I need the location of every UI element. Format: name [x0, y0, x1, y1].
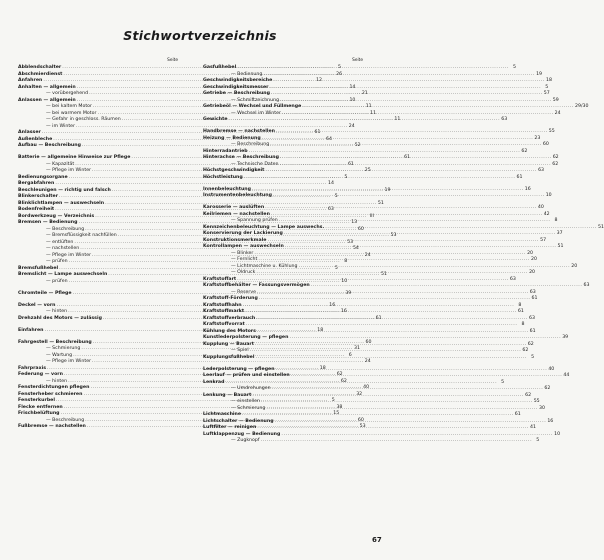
entry-label: — Wechsel im Winter — [231, 110, 281, 116]
entry-page: 54 — [352, 246, 359, 251]
entry-page: 30 — [539, 405, 546, 411]
entry-page: 10 — [341, 278, 348, 284]
entry-label: Fahrgestell — Beschreibung — [18, 339, 92, 345]
entry-label: — Pflege im Winter — [46, 168, 92, 173]
entry-page: 15 — [333, 411, 340, 416]
entry-page: 62 — [544, 386, 551, 391]
entry-page: 16 — [340, 309, 347, 314]
entry-label: Gasfußhebel — [203, 65, 237, 70]
entry-label: Luftklappenzug — Bedienung — [203, 431, 281, 437]
entry-label: Flecke entfernen — [18, 404, 63, 410]
entry-label: Kupplung — Bauart — [203, 341, 254, 347]
entry-page: 8 — [518, 302, 522, 308]
entry-label: Innenbeleuchtung — [203, 186, 251, 192]
entry-page: 62 — [525, 392, 532, 398]
entry-label: — hinten — [46, 378, 68, 384]
entry-label: — vorübergehend — [46, 91, 89, 96]
column-header: Seite — [352, 58, 363, 63]
entry-label: Kraftstoffmarkt — [203, 309, 245, 314]
entry-label: Federung — vorn — [18, 372, 63, 377]
entry-label: Lichtmaschine — [203, 412, 242, 417]
entry-label: — Kapazität — [46, 161, 75, 167]
entry-label: Chromteile — Pflege — [18, 290, 72, 296]
entry-label: — Reserve — [231, 289, 257, 295]
entry-label: Konservierung der Lackierung — [203, 231, 283, 236]
entry-label: Höchstgeschwindigkeit — [203, 168, 265, 173]
entry-label: Abblendschalter — [18, 65, 62, 70]
entry-label: — Bedienung — [231, 71, 263, 77]
entry-page: 60 — [357, 226, 364, 232]
entry-label: — bei kaltem Motor — [46, 104, 92, 109]
entry-label: Kunstlederpolsterung — pflegen — [203, 335, 289, 340]
entry-label: — nachstellen — [46, 246, 80, 251]
entry-label: Einfahren — [18, 327, 44, 333]
entry-page: 13 — [351, 220, 358, 225]
entry-page: 61 — [404, 155, 411, 160]
entry-page: 12 — [316, 78, 323, 83]
entry-label: Anhalten — allgemein — [18, 84, 76, 90]
entry-label: Handbremse — nachstellen — [203, 129, 275, 134]
entry-page: 24 — [364, 359, 371, 364]
entry-label: — einstellen — [231, 399, 260, 404]
entry-label: — Technische Daten — [231, 161, 279, 167]
entry-page: 39 — [562, 335, 569, 340]
entry-label: Bodenfreiheit — [18, 207, 55, 212]
entry-label: Kraftstoffhahn — [203, 302, 242, 308]
entry-page: 57 — [543, 91, 550, 96]
entry-label: Getriebeöl — Wechsel und Füllmenge — [203, 104, 302, 109]
entry-label: Lenkrad — [203, 379, 225, 385]
entry-page: 14 — [349, 84, 356, 90]
entry-page: 40 — [548, 366, 555, 372]
entry-page: 40 — [363, 385, 370, 390]
entry-page: 24 — [364, 252, 371, 258]
entry-label: Leerlauf — prüfen und einstellen — [203, 373, 290, 378]
leader-dots — [229, 117, 501, 124]
entry-page: 21 — [361, 91, 368, 96]
entry-page: 5 — [545, 84, 549, 90]
entry-label: — Pflege im Winter — [46, 359, 92, 364]
entry-label: Kraftstoffverbrauch — [203, 315, 256, 321]
entry-label: Anfahren — [18, 78, 43, 83]
entry-page: 5 — [334, 265, 338, 271]
entry-label: Kraftstoffbehälter — Fassungsvermögen — [203, 283, 310, 288]
entry-page: 40 — [537, 205, 544, 210]
entry-page: 61 — [531, 296, 538, 301]
entry-page: 37 — [556, 231, 563, 236]
entry-label: Höchstleistung — [203, 174, 243, 180]
entry-label: — entlüften — [46, 239, 74, 245]
entry-page: 61 — [347, 161, 354, 167]
entry-page: 60 — [542, 142, 549, 147]
entry-page: 8 — [554, 218, 558, 223]
entry-label: Heizung — Bedienung — [203, 135, 261, 141]
entry-page: 31 — [354, 346, 361, 351]
entry-page: 16 — [524, 186, 531, 192]
entry-page: 60 — [365, 339, 372, 345]
entry-page: 5 — [501, 379, 505, 385]
entry-label: — prüfen — [46, 278, 68, 284]
entry-label: — Schmierung — [46, 346, 81, 351]
entry-page: 26 — [336, 71, 343, 77]
entry-label: — Zugknopf — [231, 438, 260, 443]
entry-label: — hinten — [46, 309, 68, 314]
entry-label: Keilriemen — nachstellen — [203, 211, 270, 217]
entry-page: 18 — [317, 327, 324, 333]
entry-page: 61 — [314, 130, 321, 135]
entry-page: 39 — [345, 290, 352, 296]
entry-label: Aufbau — Beschreibung — [18, 143, 81, 148]
entry-page: 10 — [545, 193, 552, 198]
entry-page: 38 — [336, 404, 343, 410]
entry-page: 5 — [334, 194, 338, 199]
entry-label: Bremsen — Bedienung — [18, 220, 78, 225]
entry-page: 5 — [337, 65, 341, 70]
entry-label: Lenkung — Bauart — [203, 392, 252, 398]
entry-label: — Spiel — [231, 348, 249, 353]
entry-page: 11 — [394, 117, 401, 122]
entry-page: 10 — [554, 431, 561, 437]
entry-page: 5 — [331, 398, 335, 403]
entry-label: Kupplungsfußhebel — [203, 354, 255, 360]
entry-page: 51 — [377, 200, 384, 206]
page-title: Stichwortverzeichnis — [123, 28, 277, 43]
entry-label: Drehzahl des Motors — zulässig — [18, 315, 102, 321]
column-header: Seite — [167, 58, 178, 63]
index-entry — [18, 143, 361, 150]
entry-label: — Pflege im Winter — [46, 252, 92, 258]
leader-dots — [255, 352, 527, 362]
entry-page: 11 — [365, 104, 372, 109]
entry-page: 18 — [319, 365, 326, 371]
entry-label: Kraftstoff-Förderung — [203, 296, 258, 301]
entry-label: — Beschreibung — [46, 417, 85, 423]
entry-page: 63 — [583, 283, 590, 288]
entry-page: 61 — [529, 328, 536, 334]
entry-page: 6 — [348, 352, 352, 358]
leader-dots — [273, 193, 545, 200]
entry-label: Instrumentenbeleuchtung — [203, 193, 272, 198]
entry-page: 19 — [384, 187, 391, 193]
entry-label: Konstruktionsmerkmale — [203, 237, 267, 243]
entry-label: Kennzeichenbeleuchtung — Lampe auswechs. — [203, 224, 325, 230]
leader-dots — [261, 438, 533, 445]
entry-page: 55 — [533, 399, 540, 404]
entry-page: 42 — [543, 211, 550, 217]
entry-page: 57 — [540, 237, 547, 243]
entry-label: Fußbremse — nachstellen — [18, 424, 86, 429]
entry-page: 19 — [536, 71, 543, 77]
entry-page: 63 — [538, 168, 545, 173]
entry-page: 5 — [536, 438, 540, 443]
entry-page: 14 — [328, 181, 335, 186]
entry-label: Luftfilter — reinigen — [203, 425, 257, 430]
entry-label: Hinterachse — Beschreibung — [203, 155, 279, 160]
entry-page: 24 — [554, 110, 561, 116]
entry-page: 10 — [349, 97, 356, 103]
entry-page: 25 — [364, 168, 371, 173]
page-number: 67 — [372, 536, 382, 544]
entry-label: Bremslicht — Lampe auswechseln — [18, 272, 108, 277]
entry-label: Fensterdichtungen pflegen — [18, 385, 90, 390]
entry-page: 52 — [354, 143, 361, 148]
entry-label: — Wartung — [46, 352, 73, 358]
entry-page: 11 — [370, 110, 377, 116]
entry-label: Bedienungsorgane — [18, 174, 68, 180]
entry-label: — Oldruck — [231, 270, 256, 275]
entry-label: Kraftstoffart — [203, 276, 237, 282]
entry-page: 60 — [357, 417, 364, 423]
entry-page: 51 — [557, 244, 564, 249]
entry-page: 51 — [381, 272, 387, 277]
entry-label: Hinterradantrieb — [203, 148, 248, 154]
entry-label: — Lichtmaschine u. Kühlung — [231, 263, 298, 269]
entry-label: Deckel — vorn — [18, 302, 56, 308]
entry-label: — im Winter — [46, 123, 75, 129]
entry-page: 16 — [329, 302, 336, 308]
index-entry — [203, 174, 523, 182]
entry-page: 41 — [530, 425, 536, 430]
entry-page: 62 — [552, 155, 559, 160]
entry-page: 61 — [375, 315, 382, 321]
entry-page: 61 — [514, 412, 521, 417]
entry-label: — Bremsflüssigkeit nachfüllen — [46, 233, 117, 238]
entry-page: 62 — [527, 341, 534, 347]
entry-page: 24 — [348, 123, 355, 129]
entry-page: 51 — [597, 224, 604, 230]
entry-page: 62 — [336, 372, 343, 377]
entry-label: — Beschreibung — [46, 226, 85, 232]
entry-page: 63 — [327, 207, 334, 212]
entry-label: — Schmierung — [231, 405, 266, 411]
entry-page: 5 — [531, 354, 535, 360]
entry-page: 61 — [516, 174, 523, 180]
entry-label: Getriebe — Beschreibung — [203, 91, 270, 96]
entry-page: 8 — [344, 259, 348, 264]
entry-page: 23 — [534, 135, 541, 141]
entry-label: Geschwindigkeitsbereiche — [203, 78, 273, 83]
entry-page: 5 — [512, 65, 516, 70]
entry-page: 63 — [509, 276, 516, 282]
entry-label: Kühlung des Motors — [203, 328, 256, 334]
entry-page: 5 — [344, 174, 348, 180]
entry-label: Fahrpraxis — [18, 365, 46, 371]
entry-page: 16 — [547, 418, 554, 424]
entry-page: 44 — [563, 373, 570, 378]
entry-label: Geschwindigkeitsmesser — [203, 84, 269, 90]
leader-dots — [244, 175, 516, 182]
entry-page: 63 — [529, 289, 536, 295]
entry-page: 59 — [552, 97, 559, 103]
entry-label: Fensterheber schmieren — [18, 391, 83, 397]
entry-label: — Schmiftzeichnung — [231, 97, 280, 103]
entry-label: Gewichte — [203, 117, 228, 122]
entry-label: Batterie — allgemeine Hinweise zur Pflege — [18, 155, 131, 160]
entry-label: Frischbelüftung — [18, 411, 60, 416]
entry-page: 53 — [359, 424, 366, 429]
entry-page: 29/30 — [575, 104, 589, 109]
entry-page: 62 — [340, 378, 347, 384]
entry-page: 63 — [529, 315, 535, 321]
entry-label: — Blinker — [231, 250, 254, 256]
entry-label: Lichtschalter — Bedienung — [203, 418, 274, 424]
index-entry — [203, 193, 552, 200]
entry-page: 62 — [521, 148, 528, 154]
entry-label: Anlasser — [18, 130, 41, 135]
entry-label: Lederpolsterung — pflegen — [203, 366, 275, 372]
entry-label: Abschmierdienst — [18, 71, 63, 77]
entry-label: — Gefahr in geschloss. Räumen — [46, 117, 121, 122]
entry-label: Karosserie — auslüften — [203, 205, 265, 210]
entry-page: 62 — [522, 348, 529, 353]
entry-page: 61 — [517, 309, 524, 314]
entry-page: 55 — [548, 129, 555, 134]
entry-label: Beschleunigen — richtig und falsch — [18, 187, 111, 193]
entry-page: 53 — [347, 239, 354, 245]
entry-label: Kontrollampen — auswechseln — [203, 244, 284, 249]
entry-label: — prüfen — [46, 259, 68, 264]
entry-label: — Spannung prüfen — [231, 218, 278, 223]
entry-page: 32 — [356, 391, 363, 397]
entry-label: Bordwerkzeug — Verzeichnis — [18, 213, 95, 219]
entry-page: 64 — [326, 136, 332, 142]
entry-page: 8 — [521, 322, 525, 327]
entry-label: — Fernlicht — [231, 257, 258, 262]
entry-label: Außenbleche — [18, 136, 53, 142]
entry-label: Blinklichtlampen — auswechseln — [18, 200, 105, 206]
entry-label: Blinkerschalter — [18, 194, 59, 199]
entry-label: Kraftstoffvorrat — [203, 322, 245, 327]
entry-page: 20 — [531, 257, 538, 262]
entry-page: 20 — [529, 270, 536, 275]
entry-label: Bremsfußhebel — [18, 265, 59, 271]
entry-page: 53 — [390, 233, 397, 238]
entry-label: Fensterkurbel — [18, 398, 55, 403]
entry-page: 18 — [546, 78, 552, 83]
index-entry — [203, 438, 540, 445]
entry-page: 20 — [527, 250, 534, 256]
entry-label: — bei warmem Motor — [46, 110, 97, 116]
entry-label: Anlassen — allgemein — [18, 97, 76, 103]
entry-page: 20 — [571, 263, 578, 269]
entry-label: Bergabfahren — [18, 181, 55, 186]
entry-page: 62 — [552, 161, 559, 167]
entry-page: III — [369, 213, 374, 219]
entry-label: — Umdrehungen — [231, 386, 271, 391]
entry-label: — Beschreibung — [231, 142, 270, 147]
entry-page: 63 — [501, 117, 508, 122]
